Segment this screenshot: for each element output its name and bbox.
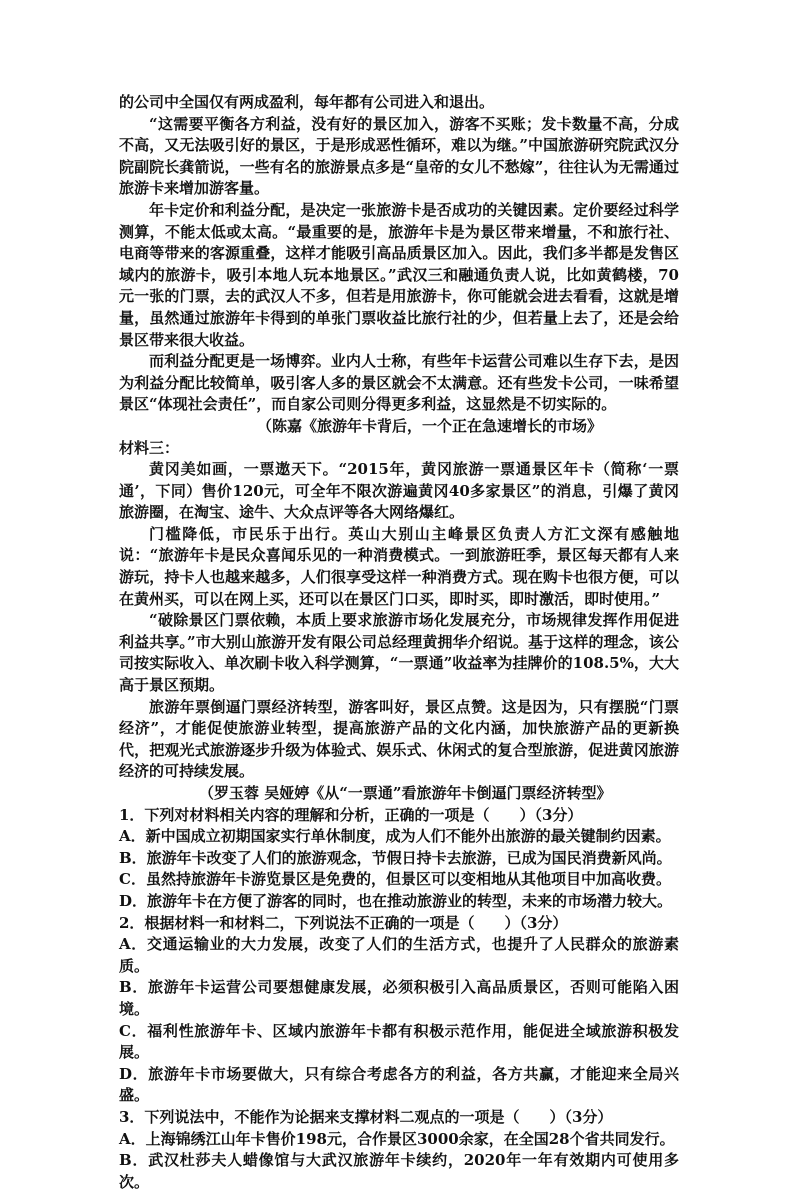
paragraph: 黄冈美如画，一票遨天下。“2015年，黄冈旅游一票通景区年卡（简称‘一票通’，下同）售价120元，可全年不限次游遍黄冈40多家景区”的消息，引爆了黄冈旅游圈，在淘宝、途牛、大众点评等各大网络爆红。 (119, 460, 679, 522)
option: B．武汉杜莎夫人蜡像馆与大武汉旅游年卡续约，2020年一年有效期内可使用多次。 (119, 1151, 679, 1191)
paragraph: 而利益分配更是一场博弈。业内人士称，有些年卡运营公司难以生存下去，是因为利益分配比较简单，吸引客人多的景区就会不太满意。还有些发卡公司，一味希望景区“体现社会责任”，而自家公司则分得更多利益，这显然是不切实际的。 (119, 352, 679, 414)
question-1: 1．下列对材料相关内容的理解和分析，正确的一项是（ ）（3分） (119, 805, 583, 824)
option: B．旅游年卡运营公司要想健康发展，必须积极引入高品质景区，否则可能陷入困境。 (119, 978, 679, 1018)
option: D．旅游年卡市场要做大，只有综合考虑各方的利益，各方共赢，才能迎来全局兴盛。 (119, 1064, 679, 1105)
question-3: 3．下列说法中，不能作为论据来支撑材料二观点的一项是（ ）（3分） (119, 1107, 613, 1126)
document-page (119, 92, 679, 1193)
option: A．新中国成立初期国家实行单休制度，成为人们不能外出旅游的最关键制约因素。 (119, 827, 671, 846)
question-2: 2．根据材料一和材料二，下列说法不正确的一项是（ ）（3分） (119, 913, 568, 932)
option: A．上海锦绣江山年卡售价198元，合作景区3000余家，在全国28个省共同发行。 (119, 1129, 675, 1148)
paragraph: 的公司中全国仅有两成盈利，每年都有公司进入和退出。 (119, 93, 495, 111)
option: C．福利性旅游年卡、区域内旅游年卡都有积极示范作用，能促进全域旅游积极发展。 (119, 1021, 679, 1062)
option: B．旅游年卡改变了人们的旅游观念，节假日持卡去旅游，已成为国民消费新风尚。 (119, 848, 672, 867)
material-three-source: （罗玉蓉 吴娅婷《从“一票通”看旅游年卡倒逼门票经济转型》 (199, 784, 612, 802)
material-three-title: 材料三： (119, 438, 180, 457)
option: D．旅游年卡在方便了游客的同时，也在推动旅游业的转型，未来的市场潜力较大。 (119, 891, 673, 910)
paragraph: 年卡定价和利益分配，是决定一张旅游卡是否成功的关键因素。定价要经过科学测算，不能太低或太高。“最重要的是，旅游年卡是为景区带来增量，不和旅行社、电商等带来的客源重叠，这样才能吸引高品质景区加入。因此，我们多半都是发售区域内的旅游卡，吸引本地人玩本地景区。”武汉三和融通负责人说，比如黄鹤楼，70元一张的门票，去的武汉人不多，但若是用旅游卡，你可能就会进去看看，这就是增量，虽然通过旅游年卡得到的单张门票收益比旅行社的少，但若量上去了，还是会给景区带来很大收益。 (119, 200, 679, 349)
paragraph: “破除景区门票依赖，本质上要求旅游市场化发展充分，市场规律发挥作用促进利益共享。”市大别山旅游开发有限公司总经理黄拥华介绍说。基于这样的理念，该公司按实际收入、单次刷卡收入科学测算，“一票通”收益率为挂牌价的108.5%，大大高于景区预期。 (119, 611, 679, 695)
option: C．虽然持旅游年卡游览景区是免费的，但景区可以变相地从其他项目中加高收费。 (119, 870, 671, 889)
material-two-source: （陈嘉《旅游年卡背后，一个正在急速增长的市场》 (257, 416, 603, 435)
paragraph: “这需要平衡各方利益，没有好的景区加入，游客不买账；发卡数量不高，分成不高，又无法吸引好的景区，于是形成恶性循环，难以为继。”中国旅游研究院武汉分院副院长龚箭说，一些有名的旅游景点多是“皇帝的女儿不愁嫁”，往往认为无需通过旅游卡来增加游客量。 (119, 114, 679, 198)
paragraph: 门槛降低，市民乐于出行。英山大别山主峰景区负责人方汇文深有感触地说：“旅游年卡是民众喜闻乐见的一种消费模式。一到旅游旺季，景区每天都有人来游玩，持卡人也越来越多，人们很享受这样一种消费方式。现在购卡也很方便，可以在黄州买，可以在网上买，还可以在景区门口买，即时买，即时激活，即时使用。” (119, 524, 679, 608)
paragraph: 旅游年票倒逼门票经济转型，游客叫好，景区点赞。这是因为，只有摆脱“门票经济”，才能促使旅游业转型，提高旅游产品的文化内涵，加快旅游产品的更新换代，把观光式旅游逐步升级为体验式、娱乐式、休闲式的复合型旅游，促进黄冈旅游经济的可持续发展。 (119, 697, 679, 781)
option: A．交通运输业的大力发展，改变了人们的生活方式，也提升了人民群众的旅游素质。 (119, 935, 679, 975)
